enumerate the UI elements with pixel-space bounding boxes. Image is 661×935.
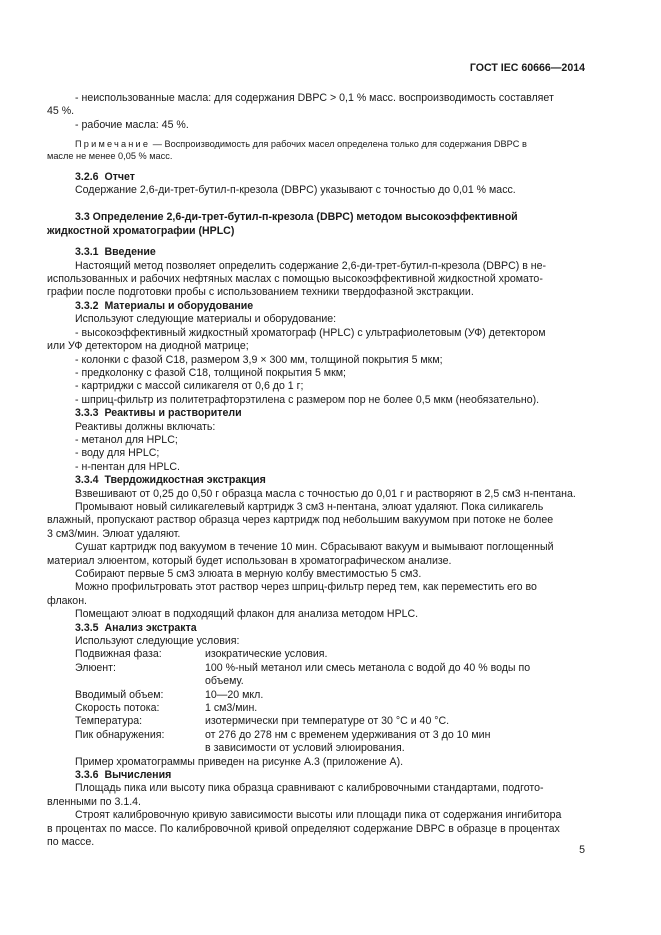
list-item: - шприц-фильтр из политетрафторэтилена с размером пор не более 0,5 мкм (необязательно). <box>75 393 540 406</box>
condition-value-line: в зависимости от условий элюирования. <box>205 742 405 755</box>
paragraph-line: Настоящий метод позволяет определить содержание 2,6-ди-трет-бутил-п-крезола (DBPC) в не- <box>75 259 547 272</box>
condition-key: Пик обнаружения: <box>75 728 165 741</box>
condition-value <box>205 729 585 756</box>
paragraph: Пример хроматограммы приведен на рисунке А.3 (приложение А). <box>75 755 404 768</box>
list-item: - рабочие масла: 45 %. <box>75 118 189 131</box>
document-id-header: ГОСТ IEC 60666—2014 <box>469 62 585 74</box>
paragraph-line: Промывают новый силикагелевый картридж 3 см3 н-пентана, элюат удаляют. Пока силикагель <box>75 500 544 513</box>
paragraph: Используют следующие материалы и оборудование: <box>75 313 337 326</box>
list-item: - предколонку с фазой C18, толщиной покрытия 5 мкм; <box>75 366 346 379</box>
paragraph-line: Сушат картридж под вакуумом в течение 10 мин. Сбрасывают вакуум и вымывают поглощенный <box>75 541 554 554</box>
section-title: Материалы и оборудование <box>104 299 254 312</box>
condition-value-line: 100 %-ный метанол или смесь метанола с водой до 40 % воды по <box>205 661 531 674</box>
section-number: 3.3.6 <box>75 769 99 781</box>
section-number: 3.3.3 <box>75 407 99 420</box>
paragraph-line: Собирают первые 5 см3 элюата в мерную колбу вместимостью 5 см3. <box>75 568 422 580</box>
list-item: - н-пентан для HPLC. <box>75 460 180 473</box>
condition-value-line: от 276 до 278 нм с временем удерживания от 3 до 10 мин <box>205 728 491 741</box>
section-heading-3-3: 3.3 Определение 2,6-ди-трет-бутил-п-крезола (DBPC) методом высокоэффективной <box>75 211 518 224</box>
paragraph-line: в процентах по массе. По калибровочной кривой определяют содержание DBPC в образце в процентах <box>47 822 560 835</box>
paragraph-line: флакон. <box>47 594 87 607</box>
section-number: 3.3.2 <box>75 299 99 312</box>
paragraph-line: Можно профильтровать этот раствор через шприц-фильтр перед тем, как переместить его во <box>75 581 537 594</box>
condition-row <box>47 662 585 689</box>
section-heading-3-3-2 <box>47 300 585 313</box>
condition-key: Скорость потока: <box>75 702 160 715</box>
condition-key: Температура: <box>75 715 143 728</box>
condition-row <box>47 702 585 715</box>
section-heading-3-3-5 <box>47 622 585 635</box>
paragraph-line: графии после подготовки пробы с использованием техники твердофазной экстракции. <box>47 286 474 299</box>
condition-row <box>47 689 585 702</box>
condition-row <box>47 729 585 756</box>
paragraph-line: Строят калибровочную кривую зависимости высоты или площади пика от содержания ингибитора <box>75 809 562 822</box>
section-number: 3.3.4 <box>75 474 99 487</box>
note-text: — Воспроизводимость для рабочих масел определена только для содержания DBPC в <box>150 139 527 150</box>
paragraph-line: влажный, пропускают раствор образца через картридж под небольшим вакуумом при потоке не более <box>47 514 554 527</box>
section-number: 3.2.6 <box>75 170 99 183</box>
section-number: 3.3.5 <box>75 621 99 634</box>
section-heading-3-3-6 <box>47 769 585 782</box>
list-item: - неиспользованные масла: для содержания DBPC > 0,1 % масс. воспроизводимость составляет <box>75 92 554 104</box>
list-item: - высокоэффективный жидкостный хроматограф (HPLC) с ультрафиолетовым (УФ) детектором <box>75 326 546 339</box>
paragraph: Реактивы должны включать: <box>75 420 216 433</box>
condition-key: Вводимый объем: <box>75 688 164 701</box>
condition-value <box>205 662 585 689</box>
content <box>47 92 585 849</box>
list-item: - картриджи с массой силикагеля от 0,6 до 1 г; <box>75 380 304 393</box>
paragraph: Содержание 2,6-ди-трет-бутил-п-крезола (DBPC) указывают с точностью до 0,01 % масс. <box>75 184 516 197</box>
note-label: Примечание <box>75 139 151 150</box>
section-title: Реактивы и растворители <box>104 407 242 420</box>
paragraph-line: вленными по 3.1.4. <box>47 795 141 808</box>
paragraph-line: Взвешивают от 0,25 до 0,50 г образца масла с точностью до 0,01 г и растворяют в 2,5 см3 н-пентана. <box>75 487 576 500</box>
condition-value: 10—20 мкл. <box>205 688 264 701</box>
note-text-cont: масле не менее 0,05 % масс. <box>47 151 173 162</box>
condition-value: 1 см3/мин. <box>205 702 258 715</box>
section-title: Вычисления <box>104 769 172 781</box>
list-item: - колонки с фазой C18, размером 3,9 × 300 мм, толщиной покрытия 5 мкм; <box>75 353 443 366</box>
paragraph-line: по массе. <box>47 836 95 849</box>
section-title: Анализ экстракта <box>104 621 197 634</box>
section-heading-3-3-cont: жидкостной хроматографии (HPLC) <box>47 224 235 237</box>
condition-row <box>47 648 585 661</box>
paragraph-line: 3 см3/мин. Элюат удаляют. <box>47 527 181 540</box>
condition-value-line: объему. <box>205 675 244 688</box>
section-heading-3-3-4 <box>47 474 585 487</box>
section-heading-3-2-6 <box>47 171 585 184</box>
section-heading-3-3-3 <box>47 407 585 420</box>
section-title: Отчет <box>104 170 135 183</box>
list-item-cont: 45 %. <box>47 105 75 118</box>
paragraph-line: Площадь пика или высоту пика образца сравнивают с калибровочными стандартами, подгото- <box>75 782 544 795</box>
paragraph-line: Помещают элюат в подходящий флакон для анализа методом HPLC. <box>75 608 419 621</box>
condition-key: Элюент: <box>75 661 116 674</box>
section-title: Твердожидкостная экстракция <box>104 474 266 487</box>
paragraph: Используют следующие условия: <box>75 635 240 648</box>
page-number: 5 <box>579 844 585 856</box>
paragraph-line: материал элюентом, который будет использован в хроматографическом анализе. <box>47 554 452 567</box>
note <box>47 138 585 150</box>
paragraph-line: использованных и рабочих нефтяных маслах с помощью высокоэффективной жидкостной хромато- <box>47 273 543 286</box>
list-item-cont: или УФ детектором на диодной матрице; <box>47 340 249 353</box>
list-item: - метанол для HPLC; <box>75 433 178 446</box>
list-item: - воду для HPLC; <box>75 447 160 460</box>
condition-value: изократические условия. <box>205 648 328 661</box>
condition-value: изотермически при температуре от 30 °C и 40 °C. <box>205 715 450 728</box>
section-title: Введение <box>104 246 156 259</box>
condition-key: Подвижная фаза: <box>75 648 162 661</box>
section-heading-3-3-1 <box>47 246 585 259</box>
section-number: 3.3.1 <box>75 246 99 259</box>
condition-row <box>47 715 585 728</box>
